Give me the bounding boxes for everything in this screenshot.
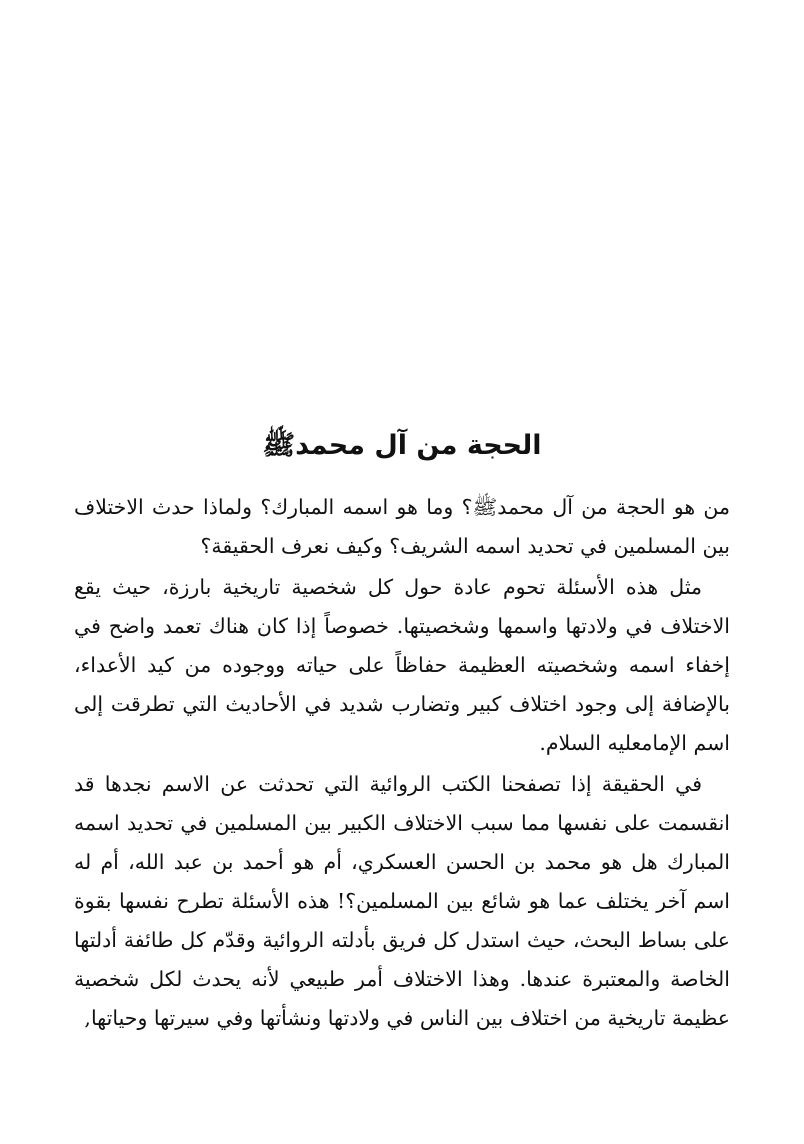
paragraph-1: من هو الحجة من آل محمدﷺ؟ وما هو اسمه المبارك؟ ولماذا حدث الاختلاف بين المسلمين في تحديد اسمه الشريف؟ وكيف نعرف الحقيقة؟ <box>74 495 730 558</box>
paragraph-2: مثل هذه الأسئلة تحوم عادة حول كل شخصية تاريخية بارزة، حيث يقع الاختلاف في ولادتها واسمها وشخصيتها. خصوصاً إذا كان هناك تعمد واضح في إخفاء اسمه وشخصيته العظيمة حفاظاً على حياته ووجوده من كيد الأعداء، بالإضافة إلى وجود اختلاف كبير وتضارب شديد في الأحاديث التي تطرقت إلى اسم الإمامعليه السلام. <box>74 575 730 755</box>
body-text <box>74 488 730 1038</box>
page-title: الحجة من آل محمدﷺ <box>262 430 542 461</box>
paragraph-3: في الحقيقة إذا تصفحنا الكتب الروائية التي تحدثت عن الاسم نجدها قد انقسمت على نفسها مما سبب الاختلاف الكبير بين المسلمين في تحديد اسمه المبارك هل هو محمد بن الحسن العسكري، أم هو أحمد بن عبد الله، أم له اسم آخر يختلف عما هو شائع بين المسلمين؟! هذه الأسئلة تطرح نفسها بقوة على بساط البحث، حيث استدل كل فريق بأدلته الروائية وقدّم كل طائفة أدلتها الخاصة والمعتبرة عندها. وهذا الاختلاف أمر طبيعي لأنه يحدث لكل شخصية عظيمة تاريخية من اختلاف بين الناس في ولادتها ونشأتها وفي سيرتها وحياتها, <box>74 772 730 1030</box>
